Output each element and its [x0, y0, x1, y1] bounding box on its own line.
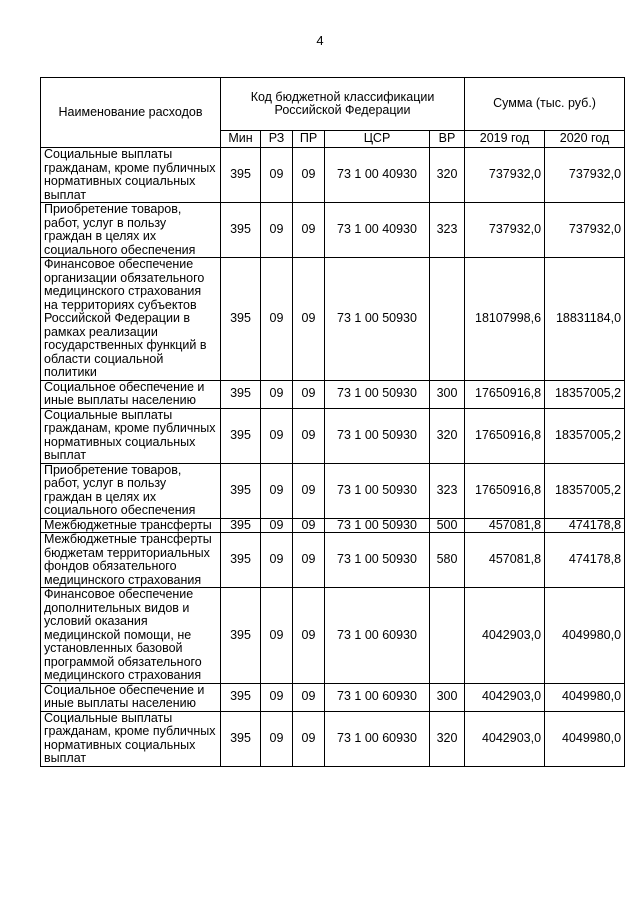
- table-row: [41, 148, 625, 203]
- cell-rz: 09: [261, 711, 293, 766]
- cell-rz: 09: [261, 380, 293, 408]
- table-row: [41, 588, 625, 684]
- cell-min: 395: [221, 711, 261, 766]
- cell-2020: 474178,8: [545, 518, 625, 533]
- cell-vr: 323: [430, 203, 465, 258]
- cell-min: 395: [221, 148, 261, 203]
- cell-min: 395: [221, 518, 261, 533]
- cell-pr: 09: [293, 258, 325, 381]
- cell-csr: 73 1 00 50930: [325, 463, 430, 518]
- cell-pr: 09: [293, 148, 325, 203]
- cell-vr: 320: [430, 408, 465, 463]
- cell-vr: [430, 588, 465, 684]
- table-row: [41, 203, 625, 258]
- table-row: [41, 711, 625, 766]
- cell-csr: 73 1 00 50930: [325, 408, 430, 463]
- page-number: 4: [316, 33, 324, 48]
- cell-min: 395: [221, 683, 261, 711]
- cell-2020: 18357005,2: [545, 463, 625, 518]
- cell-pr: 09: [293, 533, 325, 588]
- header-sum-group: Сумма (тыс. руб.): [465, 78, 625, 131]
- cell-pr: 09: [293, 711, 325, 766]
- cell-csr: 73 1 00 60930: [325, 711, 430, 766]
- cell-vr: 500: [430, 518, 465, 533]
- cell-2019: 17650916,8: [465, 380, 545, 408]
- expenditure-table: [40, 77, 625, 767]
- cell-min: 395: [221, 408, 261, 463]
- cell-2019: 18107998,6: [465, 258, 545, 381]
- cell-csr: 73 1 00 50930: [325, 258, 430, 381]
- cell-2020: 18831184,0: [545, 258, 625, 381]
- cell-vr: 320: [430, 711, 465, 766]
- cell-2020: 4049980,0: [545, 683, 625, 711]
- cell-2020: 18357005,2: [545, 408, 625, 463]
- header-vr: ВР: [430, 131, 465, 148]
- cell-vr: 320: [430, 148, 465, 203]
- cell-pr: 09: [293, 408, 325, 463]
- table-row: [41, 258, 625, 381]
- table-row: [41, 380, 625, 408]
- cell-pr: 09: [293, 518, 325, 533]
- cell-pr: 09: [293, 683, 325, 711]
- header-2019: 2019 год: [465, 131, 545, 148]
- cell-csr: 73 1 00 60930: [325, 588, 430, 684]
- cell-name: Социальные выплаты гражданам, кроме публичных нормативных социальных выплат: [41, 148, 221, 203]
- cell-2019: 17650916,8: [465, 408, 545, 463]
- cell-name: Социальное обеспечение и иные выплаты населению: [41, 380, 221, 408]
- cell-2019: 17650916,8: [465, 463, 545, 518]
- cell-2020: 474178,8: [545, 533, 625, 588]
- cell-2020: 737932,0: [545, 203, 625, 258]
- cell-rz: 09: [261, 588, 293, 684]
- cell-rz: 09: [261, 518, 293, 533]
- cell-rz: 09: [261, 463, 293, 518]
- cell-name: Межбюджетные трансферты: [41, 518, 221, 533]
- cell-name: Социальные выплаты гражданам, кроме публичных нормативных социальных выплат: [41, 711, 221, 766]
- cell-min: 395: [221, 588, 261, 684]
- cell-min: 395: [221, 258, 261, 381]
- cell-2019: 737932,0: [465, 148, 545, 203]
- cell-2020: 4049980,0: [545, 711, 625, 766]
- header-name: Наименование расходов: [41, 78, 221, 148]
- cell-pr: 09: [293, 380, 325, 408]
- cell-min: 395: [221, 463, 261, 518]
- cell-pr: 09: [293, 588, 325, 684]
- cell-name: Социальное обеспечение и иные выплаты населению: [41, 683, 221, 711]
- cell-min: 395: [221, 203, 261, 258]
- header-rz: РЗ: [261, 131, 293, 148]
- cell-rz: 09: [261, 533, 293, 588]
- table-row: [41, 408, 625, 463]
- cell-csr: 73 1 00 60930: [325, 683, 430, 711]
- cell-rz: 09: [261, 203, 293, 258]
- cell-pr: 09: [293, 463, 325, 518]
- cell-vr: 580: [430, 533, 465, 588]
- cell-2019: 4042903,0: [465, 711, 545, 766]
- cell-name: Финансовое обеспечение дополнительных видов и условий оказания медицинской помощи, не установленных базовой программой обязательного медицинского страхования: [41, 588, 221, 684]
- cell-pr: 09: [293, 203, 325, 258]
- cell-2019: 457081,8: [465, 518, 545, 533]
- table-row: [41, 463, 625, 518]
- cell-name: Межбюджетные трансферты бюджетам территориальных фондов обязательного медицинского страхования: [41, 533, 221, 588]
- table-row: [41, 683, 625, 711]
- cell-csr: 73 1 00 40930: [325, 203, 430, 258]
- cell-csr: 73 1 00 50930: [325, 518, 430, 533]
- cell-name: Приобретение товаров, работ, услуг в пользу граждан в целях их социального обеспечения: [41, 203, 221, 258]
- cell-name: Финансовое обеспечение организации обязательного медицинского страхования на территориях субъектов Российской Федерации в рамках реализации государственных функций в области социальной политики: [41, 258, 221, 381]
- cell-vr: 300: [430, 380, 465, 408]
- cell-vr: 323: [430, 463, 465, 518]
- table-row: [41, 533, 625, 588]
- cell-name: Социальные выплаты гражданам, кроме публичных нормативных социальных выплат: [41, 408, 221, 463]
- cell-rz: 09: [261, 683, 293, 711]
- header-code-group: Код бюджетной классификации Российской Федерации: [221, 78, 465, 131]
- cell-rz: 09: [261, 258, 293, 381]
- cell-2020: 18357005,2: [545, 380, 625, 408]
- cell-vr: 300: [430, 683, 465, 711]
- cell-2019: 457081,8: [465, 533, 545, 588]
- table-body: [41, 148, 625, 767]
- header-2020: 2020 год: [545, 131, 625, 148]
- cell-2020: 4049980,0: [545, 588, 625, 684]
- header-min: Мин: [221, 131, 261, 148]
- table-row: [41, 518, 625, 533]
- cell-vr: [430, 258, 465, 381]
- table-header: [41, 78, 625, 148]
- header-csr: ЦСР: [325, 131, 430, 148]
- cell-min: 395: [221, 380, 261, 408]
- cell-rz: 09: [261, 148, 293, 203]
- cell-name: Приобретение товаров, работ, услуг в пользу граждан в целях их социального обеспечения: [41, 463, 221, 518]
- cell-2019: 4042903,0: [465, 683, 545, 711]
- cell-csr: 73 1 00 50930: [325, 380, 430, 408]
- cell-min: 395: [221, 533, 261, 588]
- cell-2019: 4042903,0: [465, 588, 545, 684]
- cell-2019: 737932,0: [465, 203, 545, 258]
- cell-csr: 73 1 00 50930: [325, 533, 430, 588]
- cell-2020: 737932,0: [545, 148, 625, 203]
- cell-rz: 09: [261, 408, 293, 463]
- cell-csr: 73 1 00 40930: [325, 148, 430, 203]
- header-pr: ПР: [293, 131, 325, 148]
